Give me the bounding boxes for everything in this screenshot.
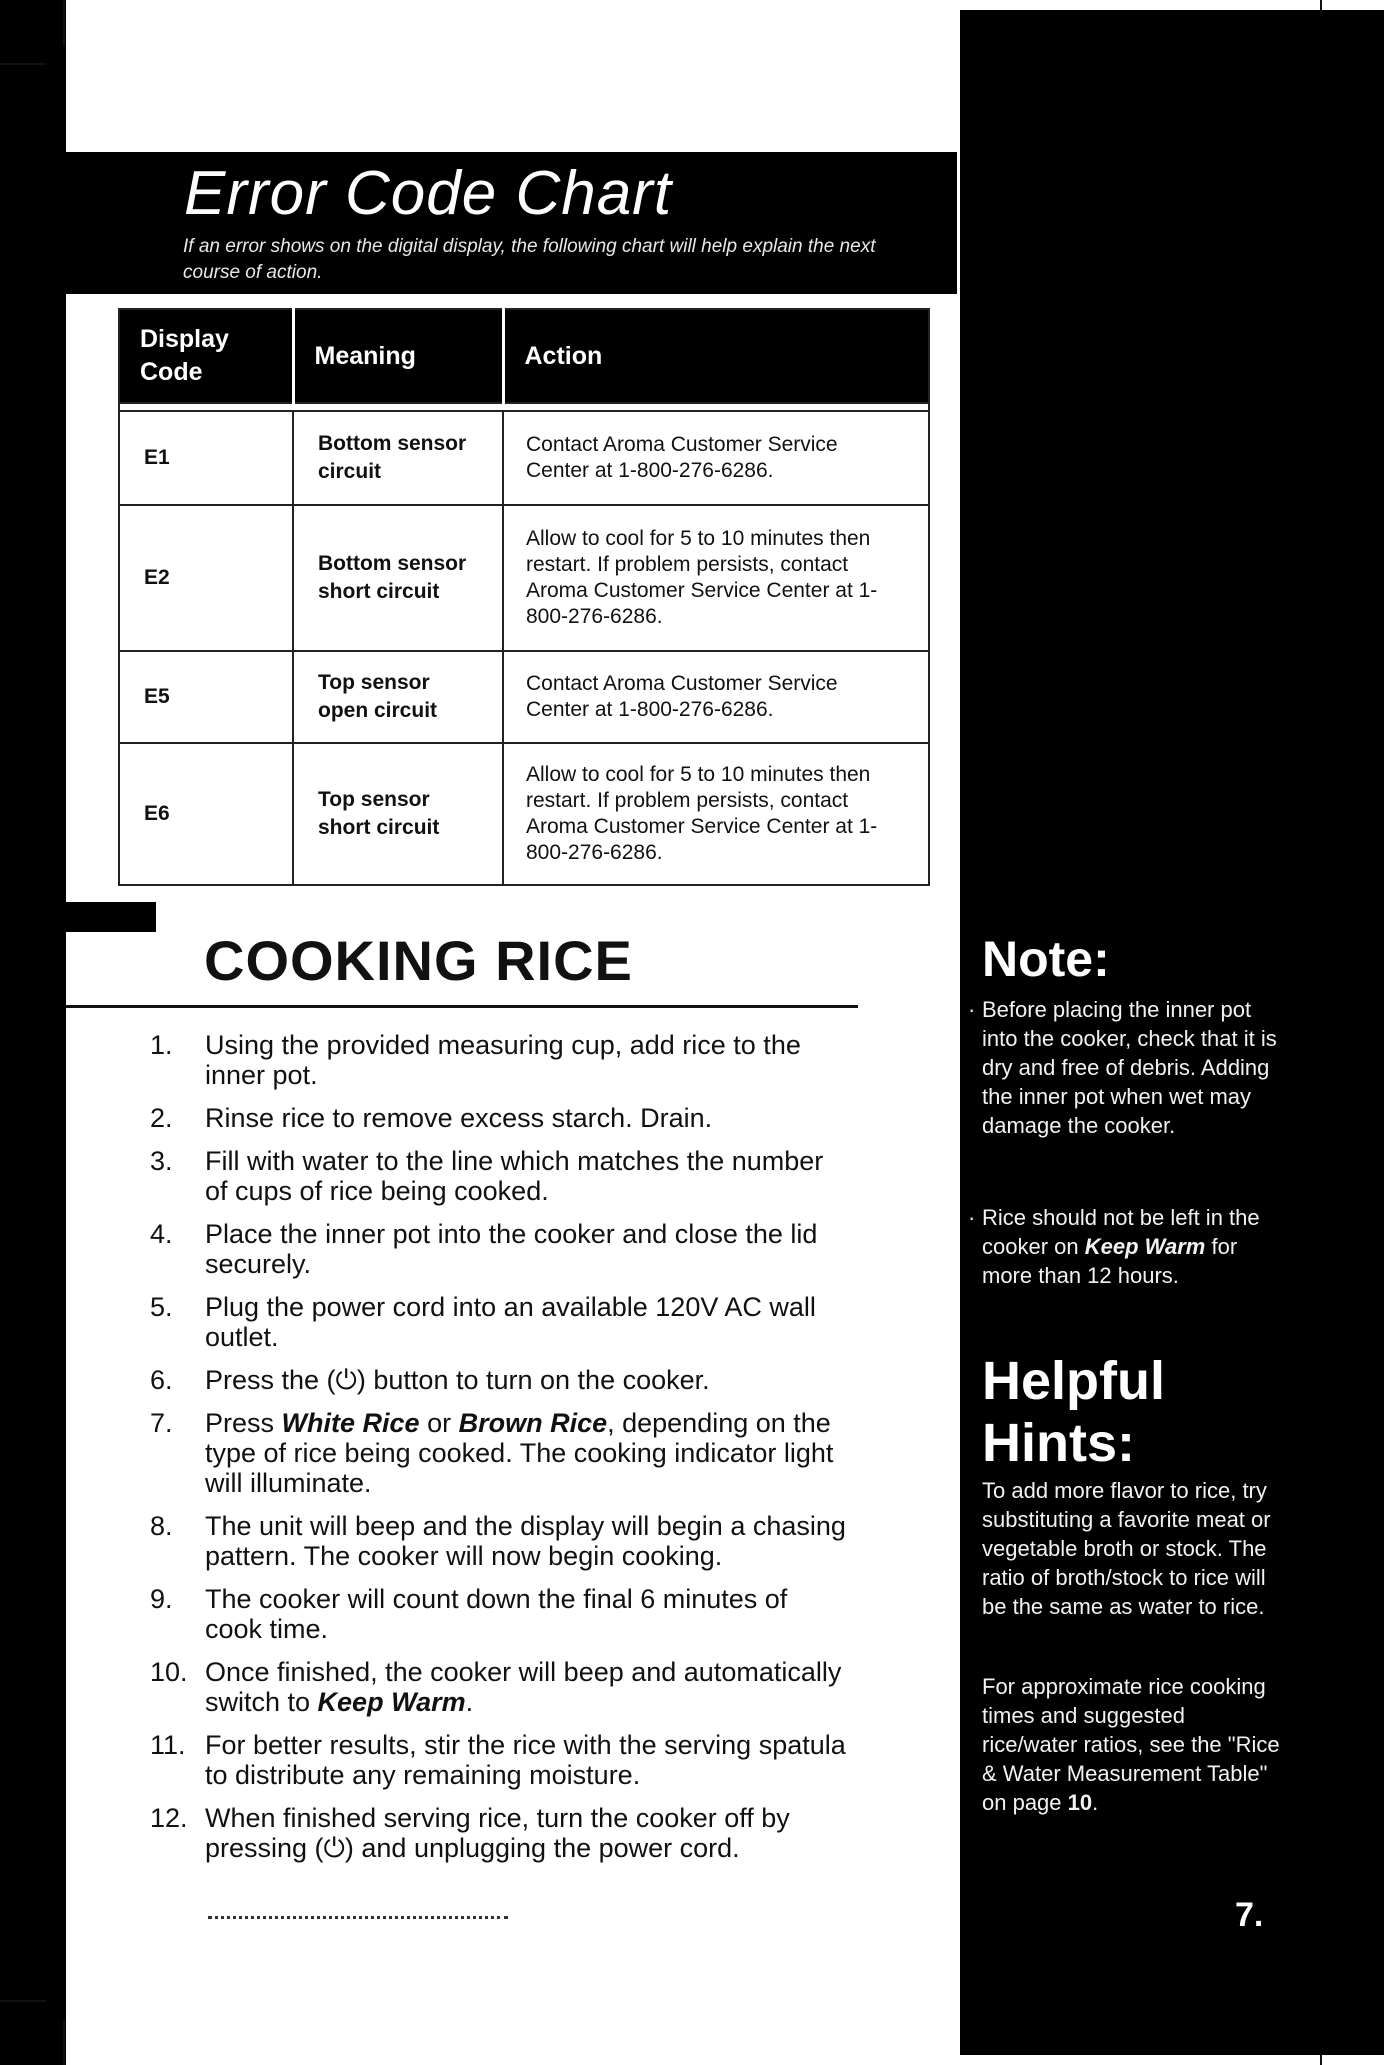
error-chart-title: Error Code Chart (184, 159, 673, 228)
error-chart-subtitle: If an error shows on the digital display, the following chart will help explain the next course of action. (183, 236, 876, 283)
list-item (150, 1146, 850, 1206)
step-text-pre: Press the ( (205, 1365, 336, 1395)
error-action: Contact Aroma Customer Service Center at 1-800-276-6286. (503, 411, 929, 505)
step-text: Plug the power cord into an available 120V AC wall outlet. (205, 1292, 816, 1352)
step-text-post: . (465, 1687, 474, 1717)
white-rice-label: White Rice (281, 1408, 420, 1438)
step-text: Rinse rice to remove excess starch. Drain. (205, 1103, 713, 1133)
step-number: 8. (150, 1511, 173, 1541)
step-text: Place the inner pot into the cooker and close the lid securely. (205, 1219, 818, 1279)
section-divider (66, 1005, 858, 1008)
list-item (150, 1365, 850, 1395)
helpful-hints-title: Helpful Hints: (982, 1351, 1165, 1473)
crop-mark (0, 63, 46, 65)
note-text: Before placing the inner pot into the cooker, check that it is dry and free of debris. Adding the inner pot when wet may damage the cooker. (982, 997, 1277, 1138)
error-meaning: Bottom sensor circuit (293, 411, 503, 505)
note-text-pre: Rice should not be left in the cooker on (982, 1205, 1260, 1259)
step-text-post: , depending on the type of rice being cooked. The cooking indicator light will illuminate. (205, 1408, 834, 1498)
list-item (150, 1657, 850, 1717)
hint-item (982, 1476, 1282, 1621)
step-text-pre: Once finished, the cooker will beep and automatically switch to (205, 1657, 842, 1717)
step-number: 5. (150, 1292, 173, 1322)
list-item (150, 1584, 850, 1644)
step-number: 10. (150, 1657, 188, 1687)
hint-item (982, 1672, 1282, 1817)
header-action: Action (503, 309, 929, 403)
step-number: 1. (150, 1030, 173, 1060)
hint-text-pre: For approximate rice cooking times and suggested rice/water ratios, see the "Rice & Water Measurement Table" on page (982, 1674, 1280, 1815)
error-code-table (118, 308, 930, 886)
note-item (968, 1203, 1282, 1290)
list-item (150, 1103, 850, 1133)
crop-mark (63, 2020, 65, 2065)
step-text: Using the provided measuring cup, add rice to the inner pot. (205, 1030, 801, 1090)
note-item (968, 995, 1282, 1140)
error-meaning: Top sensor short circuit (293, 743, 503, 885)
error-action: Allow to cool for 5 to 10 minutes then restart. If problem persists, contact Aroma Customer Service Center at 1-800-276-6286. (503, 743, 929, 885)
note-title: Note: (982, 931, 1110, 987)
keep-warm-label: Keep Warm (1084, 1234, 1206, 1259)
step-number: 4. (150, 1219, 173, 1249)
step-text-mid: or (419, 1408, 459, 1438)
cooking-steps-list (150, 1030, 850, 1876)
keep-warm-label: Keep Warm (317, 1687, 466, 1717)
step-text-pre: When finished serving rice, turn the cooker off by pressing ( (205, 1803, 790, 1863)
error-action: Allow to cool for 5 to 10 minutes then restart. If problem persists, contact Aroma Customer Service Center at 1-800-276-6286. (503, 505, 929, 651)
bullet-icon: · (968, 1205, 976, 1230)
page-reference: 10 (1067, 1790, 1093, 1815)
table-row (119, 743, 929, 885)
bullet-icon: · (968, 997, 976, 1022)
header-display-code: Display Code (119, 309, 293, 403)
header-meaning: Meaning (293, 309, 503, 403)
step-number: 7. (150, 1408, 173, 1438)
dotted-divider (208, 1916, 508, 1919)
left-bleed-bar (0, 0, 66, 2065)
section-tab-marker (66, 902, 156, 932)
hint-text: To add more flavor to rice, try substituting a favorite meat or vegetable broth or stock. The ratio of broth/stock to rice will be the same as water to rice. (982, 1478, 1271, 1619)
list-item (150, 1803, 850, 1863)
step-text: Fill with water to the line which matches the number of cups of rice being cooked. (205, 1146, 824, 1206)
step-text-post: ) button to turn on the cooker. (356, 1365, 710, 1395)
step-number: 6. (150, 1365, 173, 1395)
error-code: E6 (119, 743, 293, 885)
error-code: E1 (119, 411, 293, 505)
error-chart-header (66, 152, 957, 294)
step-text-pre: Press (205, 1408, 282, 1438)
error-code: E2 (119, 505, 293, 651)
crop-mark (63, 0, 65, 46)
power-icon: ⏻ (335, 1365, 357, 1395)
note-text-post: for more than 12 hours. (982, 1234, 1238, 1288)
error-meaning: Top sensor open circuit (293, 651, 503, 743)
error-meaning: Bottom sensor short circuit (293, 505, 503, 651)
step-number: 3. (150, 1146, 173, 1176)
step-text: The cooker will count down the final 6 minutes of cook time. (205, 1584, 788, 1644)
error-code: E5 (119, 651, 293, 743)
step-text: The unit will beep and the display will begin a chasing pattern. The cooker will now begin cooking. (205, 1511, 846, 1571)
list-item (150, 1730, 850, 1790)
list-item (150, 1030, 850, 1090)
list-item (150, 1219, 850, 1279)
list-item (150, 1511, 850, 1571)
table-row (119, 651, 929, 743)
step-text: For better results, stir the rice with the serving spatula to distribute any remaining moisture. (205, 1730, 846, 1790)
list-item (150, 1292, 850, 1352)
power-icon: ⏻ (323, 1833, 345, 1863)
cooking-rice-title: COOKING RICE (204, 929, 633, 992)
page-number: 7. (1235, 1896, 1264, 1934)
step-number: 9. (150, 1584, 173, 1614)
step-number: 2. (150, 1103, 173, 1133)
step-text-post: ) and unplugging the power cord. (344, 1833, 740, 1863)
table-row (119, 411, 929, 505)
list-item (150, 1408, 850, 1498)
brown-rice-label: Brown Rice (458, 1408, 608, 1438)
crop-mark (0, 2000, 46, 2002)
table-row (119, 505, 929, 651)
error-action: Contact Aroma Customer Service Center at 1-800-276-6286. (503, 651, 929, 743)
sidebar-panel (960, 10, 1384, 2055)
step-number: 12. (150, 1803, 188, 1833)
hint-text-post: . (1092, 1790, 1099, 1815)
step-number: 11. (150, 1730, 186, 1760)
